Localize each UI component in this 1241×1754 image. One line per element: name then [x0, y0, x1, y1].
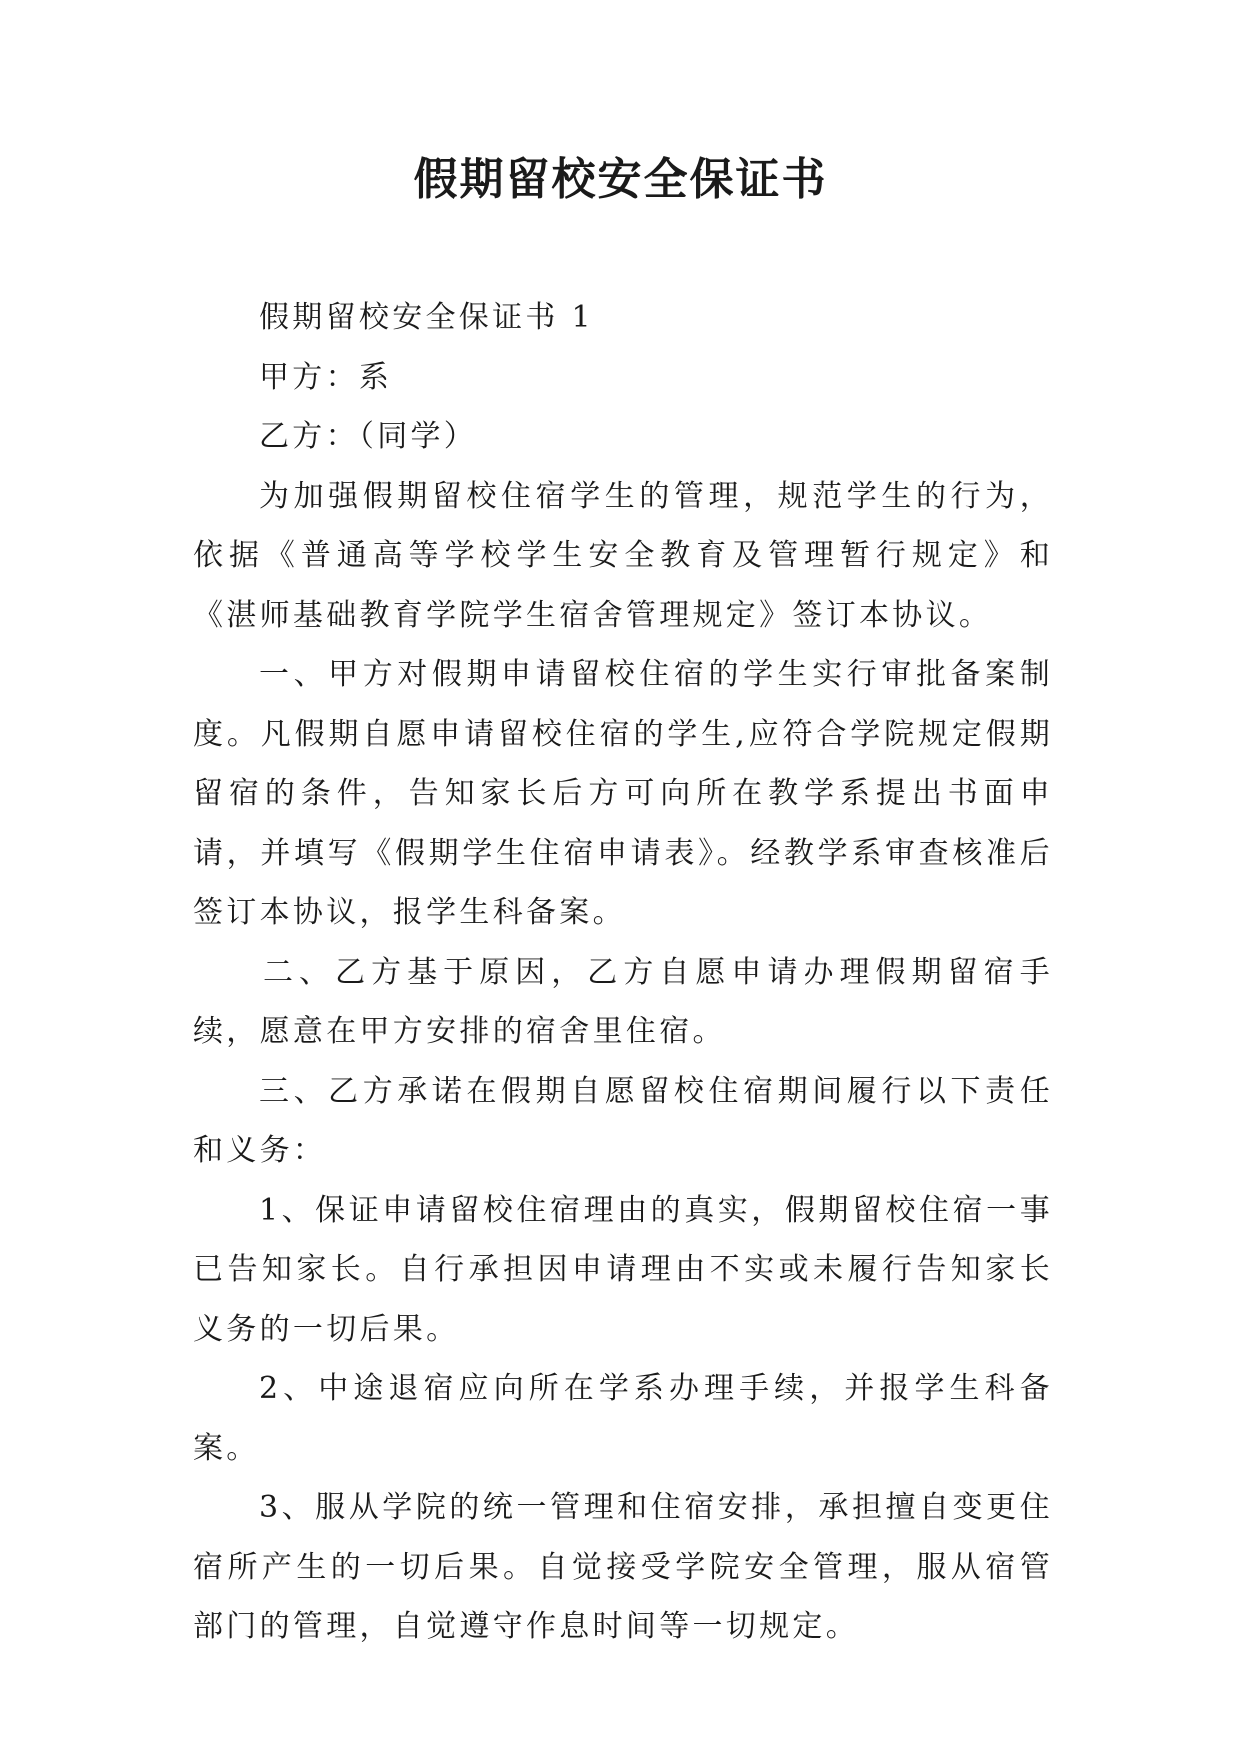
party-b-line: 乙方：（同学）: [259, 419, 478, 454]
item-1-paragraph: 1、保证申请留校住宿理由的真实，假期留校住宿一事已告知家长。自行承担因申请理由不实或未履行告知家长义务的一切后果。: [193, 1192, 1053, 1347]
document-title: 假期留校安全保证书: [413, 154, 828, 205]
clause-2-paragraph: 二、乙方基于原因，乙方自愿申请办理假期留宿手续，愿意在甲方安排的宿舍里住宿。: [193, 954, 1053, 1049]
subtitle-paragraph: 假期留校安全保证书 1: [259, 300, 594, 335]
item-3-paragraph: 3、服从学院的统一管理和住宿安排，承担擅自变更住宿所产生的一切后果。自觉接受学院安全管理，服从宿管部门的管理，自觉遵守作息时间等一切规定。: [193, 1490, 1053, 1644]
document-body: [193, 288, 1053, 1657]
clause-3-paragraph: 三、乙方承诺在假期自愿留校住宿期间履行以下责任和义务：: [193, 1073, 1053, 1168]
party-a-line: 甲方：系: [259, 359, 393, 395]
item-2-paragraph: 2、中途退宿应向所在学系办理手续，并报学生科备案。: [193, 1371, 1053, 1466]
clause-1-paragraph: 一、甲方对假期申请留校住宿的学生实行审批备案制度。凡假期自愿申请留校住宿的学生,应符合学院规定假期留宿的条件，告知家长后方可向所在教学系提出书面申请，并填写《假期学生住宿申请表》。经教学系审查核准后签订本协议，报学生科备案。: [193, 657, 1053, 930]
intro-paragraph: 为加强假期留校住宿学生的管理，规范学生的行为，依据《普通高等学校学生安全教育及管理暂行规定》和《湛师基础教育学院学生宿舍管理规定》签订本协议。: [193, 478, 1053, 633]
